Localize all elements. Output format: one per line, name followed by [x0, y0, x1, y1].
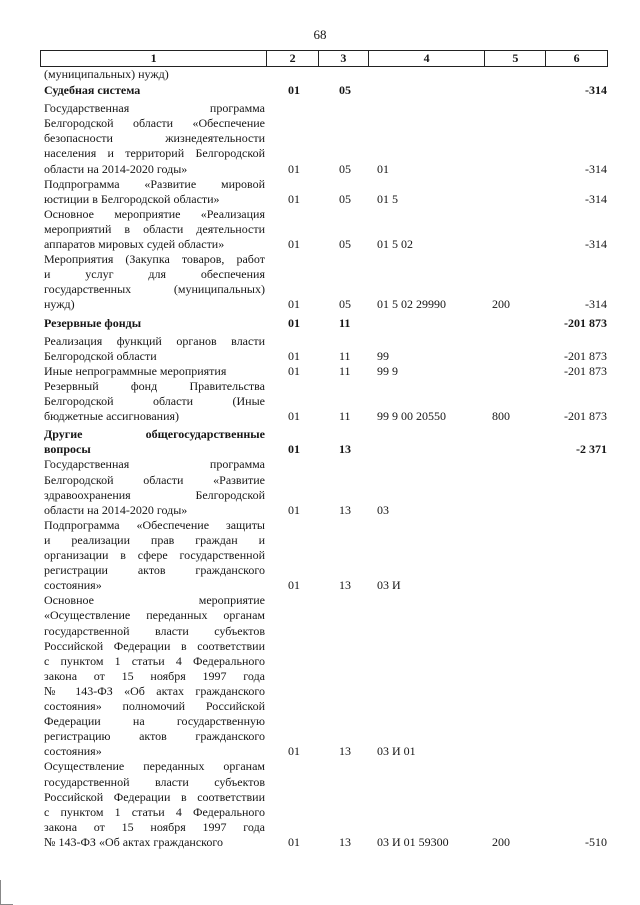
row-description — [44, 177, 265, 207]
table-row — [0, 334, 640, 364]
description-line: бюджетные ассигнования) — [44, 409, 180, 424]
description-line: состояния» полномочий Российской — [44, 698, 265, 713]
description-line: «Осуществление переданных органам — [44, 608, 265, 623]
description-line: закона от 15 ноября 1997 года — [44, 668, 265, 683]
description-line: Российской Федерации в соответствии — [44, 638, 265, 653]
scan-edge-mark — [0, 880, 13, 905]
row-description — [44, 83, 265, 98]
target-article-code: 03 — [377, 502, 389, 517]
table-row — [0, 379, 640, 424]
description-line: Белгородской области «Обеспечение — [44, 116, 265, 131]
description-line: с пунктом 1 статьи 4 Федерального — [44, 653, 265, 668]
target-article-code: 03 И — [377, 578, 401, 593]
description-line: с пунктом 1 статьи 4 Федерального — [44, 804, 265, 819]
row-description — [44, 67, 265, 82]
target-article-code: 01 5 02 — [377, 237, 413, 252]
table-header — [40, 50, 608, 67]
amount: -314 — [585, 83, 607, 98]
section-code: 01 — [288, 834, 300, 849]
subsection-code: 11 — [339, 348, 351, 363]
description-line: регистрации актов гражданского — [44, 563, 265, 578]
description-line: Другие общегосударственные — [44, 427, 265, 442]
description-line: государственной власти субъектов — [44, 623, 265, 638]
table-row — [0, 364, 640, 379]
description-line: Подпрограмма «Развитие мировой — [44, 176, 265, 191]
description-line: Белгородской области — [44, 348, 157, 363]
table-row — [0, 457, 640, 517]
subsection-code: 11 — [339, 363, 351, 378]
description-line: области на 2014-2020 годы» — [44, 502, 188, 517]
description-line: нужд) — [44, 297, 75, 312]
description-line: Подпрограмма «Обеспечение защиты — [44, 517, 265, 532]
subsection-code: 13 — [339, 744, 351, 759]
amount: -2 371 — [576, 442, 607, 457]
section-code: 01 — [288, 237, 300, 252]
description-line: государственных (муниципальных) — [44, 282, 265, 297]
description-line: Резервные фонды — [44, 315, 142, 330]
subsection-code: 11 — [339, 409, 351, 424]
description-line: Российской Федерации в соответствии — [44, 789, 265, 804]
table-row — [0, 427, 640, 457]
description-line: состояния» — [44, 744, 102, 759]
description-line: Государственная программа — [44, 101, 265, 116]
description-line: организации в сфере государственной — [44, 548, 265, 562]
row-description — [44, 427, 265, 457]
target-article-code: 99 9 00 20550 — [377, 409, 446, 424]
description-line: населения и территорий Белгородской — [44, 146, 265, 161]
section-code: 01 — [288, 348, 300, 363]
row-description — [44, 316, 265, 331]
table-row — [0, 593, 640, 759]
expense-type-code: 800 — [492, 409, 510, 424]
description-line: № 143-ФЗ «Об актах гражданского — [44, 683, 265, 698]
amount: -314 — [585, 161, 607, 176]
table-row — [0, 759, 640, 850]
target-article-code: 01 — [377, 161, 389, 176]
expense-type-code: 200 — [492, 297, 510, 312]
table-row — [0, 101, 640, 177]
description-line: и услуг для обеспечения — [44, 267, 265, 282]
section-code: 01 — [288, 442, 300, 457]
row-description — [44, 364, 265, 379]
description-line: Осуществление переданных органам — [44, 759, 265, 774]
subsection-code: 11 — [339, 315, 351, 330]
description-line: регистрацию актов гражданского — [44, 729, 265, 744]
subsection-code: 05 — [339, 161, 351, 176]
row-description — [44, 379, 265, 424]
table-row — [0, 252, 640, 312]
row-description — [44, 334, 265, 364]
description-line: (муниципальных) нужд) — [44, 67, 169, 81]
row-description — [44, 593, 265, 759]
section-code: 01 — [288, 297, 300, 312]
header-col-5: 5 — [485, 51, 546, 66]
section-code: 01 — [288, 191, 300, 206]
target-article-code: 03 И 01 59300 — [377, 834, 449, 849]
subsection-code: 05 — [339, 297, 351, 312]
table-row — [0, 207, 640, 252]
description-line: Федерации на государственную — [44, 714, 265, 729]
description-line: безопасности жизнедеятельности — [44, 131, 265, 146]
section-code: 01 — [288, 315, 300, 330]
subsection-code: 05 — [339, 237, 351, 252]
description-line: Белгородской области «Развитие — [44, 472, 265, 487]
target-article-code: 99 — [377, 348, 389, 363]
section-code: 01 — [288, 363, 300, 378]
subsection-code: 05 — [339, 191, 351, 206]
amount: -201 873 — [564, 363, 607, 378]
amount: -201 873 — [564, 348, 607, 363]
row-description — [44, 457, 265, 517]
page-number: 68 — [313, 27, 327, 42]
description-line: Мероприятия (Закупка товаров, работ — [44, 252, 265, 267]
section-code: 01 — [288, 83, 300, 98]
row-description — [44, 518, 265, 593]
subsection-code: 13 — [339, 502, 351, 517]
table-row — [0, 67, 640, 82]
table-row — [0, 518, 640, 594]
description-line: Государственная программа — [44, 457, 265, 472]
target-article-code: 01 5 02 29990 — [377, 297, 446, 312]
description-line: Резервный фонд Правительства — [44, 378, 265, 393]
amount: -314 — [585, 297, 607, 312]
description-line: закона от 15 ноября 1997 года — [44, 819, 265, 834]
section-code: 01 — [288, 502, 300, 517]
description-line: мероприятий в области деятельности — [44, 221, 265, 236]
subsection-code: 13 — [339, 442, 351, 457]
row-description — [44, 101, 265, 176]
target-article-code: 99 9 — [377, 363, 398, 378]
header-col-1: 1 — [41, 51, 267, 66]
description-line: юстиции в Белгородской области» — [44, 191, 220, 206]
description-line: области на 2014-2020 годы» — [44, 161, 188, 176]
description-line: состояния» — [44, 578, 102, 593]
section-code: 01 — [288, 578, 300, 593]
section-code: 01 — [288, 744, 300, 759]
subsection-code: 13 — [339, 578, 351, 593]
header-col-6: 6 — [573, 51, 580, 65]
description-line: и реализации прав граждан и — [44, 532, 265, 547]
description-line: Судебная система — [44, 83, 141, 98]
row-description — [44, 207, 265, 252]
description-line: Основное мероприятие — [44, 593, 265, 608]
description-line: № 143-ФЗ «Об актах гражданского — [44, 834, 223, 849]
section-code: 01 — [288, 409, 300, 424]
subsection-code: 05 — [339, 83, 351, 98]
amount: -314 — [585, 237, 607, 252]
header-col-3: 3 — [319, 51, 369, 66]
row-description — [44, 252, 265, 312]
subsection-code: 13 — [339, 834, 351, 849]
header-col-2: 2 — [267, 51, 319, 66]
description-line: Реализация функций органов власти — [44, 333, 265, 348]
expense-type-code: 200 — [492, 834, 510, 849]
amount: -314 — [585, 191, 607, 206]
target-article-code: 03 И 01 — [377, 744, 416, 759]
header-col-4: 4 — [369, 51, 486, 66]
description-line: государственной власти субъектов — [44, 774, 265, 789]
amount: -510 — [585, 834, 607, 849]
section-code: 01 — [288, 161, 300, 176]
description-line: вопросы — [44, 442, 91, 457]
table-row — [0, 177, 640, 207]
table-body — [0, 67, 640, 850]
description-line: здравоохранения Белгородской — [44, 487, 265, 502]
description-line: Белгородской области (Иные — [44, 394, 265, 409]
amount: -201 873 — [564, 315, 607, 330]
table-row — [0, 83, 640, 98]
description-line: аппаратов мировых судей области» — [44, 237, 225, 252]
row-description — [44, 759, 265, 850]
description-line: Основное мероприятие «Реализация — [44, 206, 265, 221]
table-row — [0, 316, 640, 331]
description-line: Иные непрограммные мероприятия — [44, 363, 227, 378]
amount: -201 873 — [564, 409, 607, 424]
target-article-code: 01 5 — [377, 191, 398, 206]
